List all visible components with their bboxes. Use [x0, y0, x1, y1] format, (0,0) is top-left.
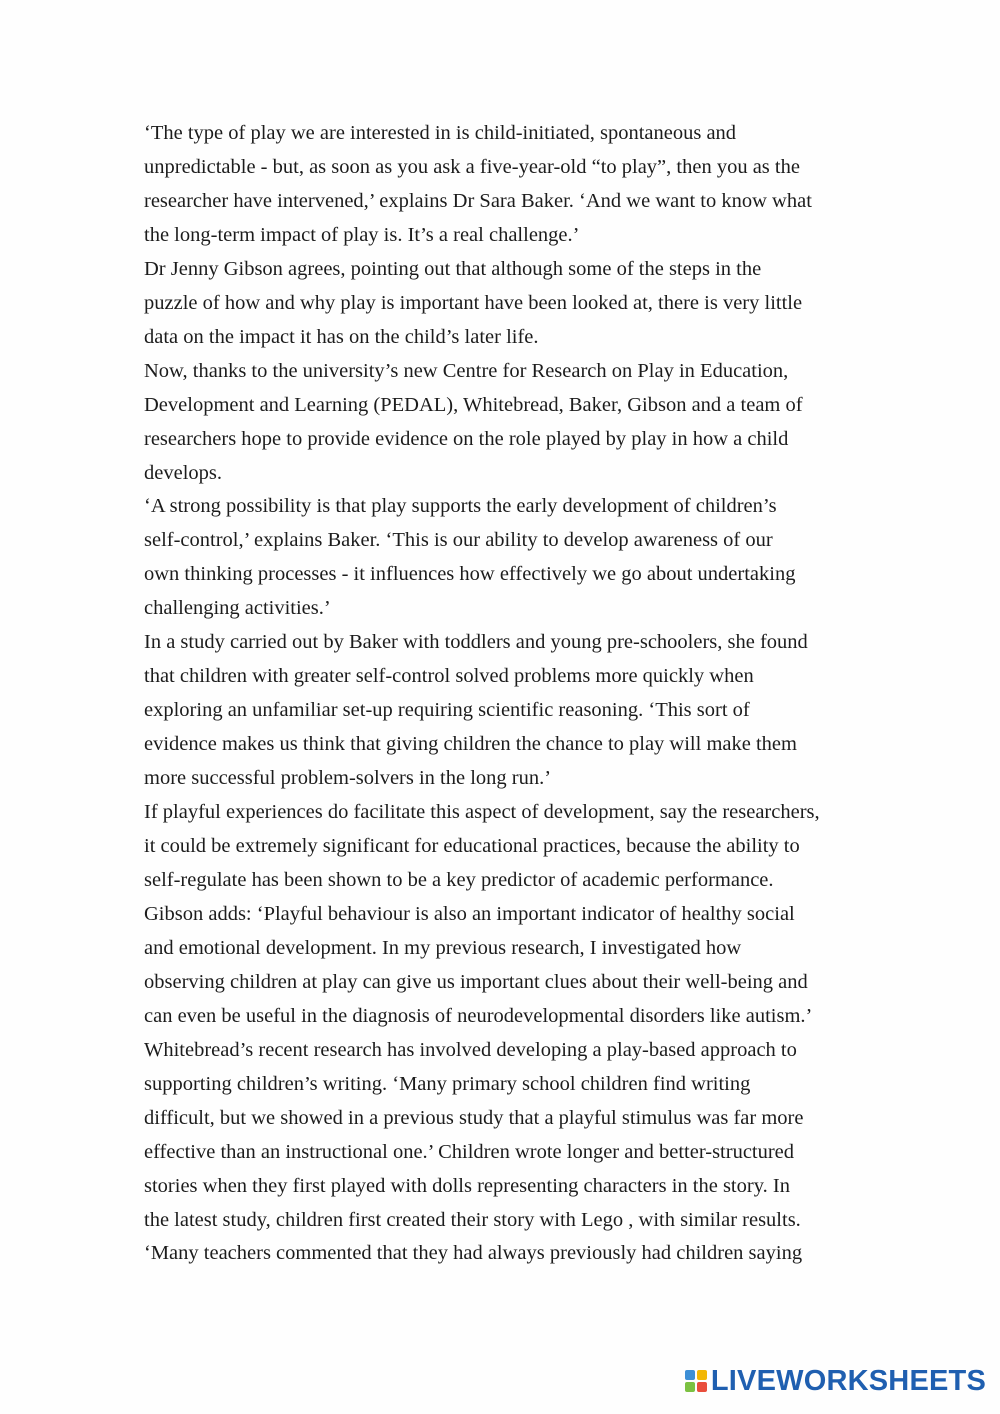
text-line: researchers hope to provide evidence on the role played by play in how a child — [144, 427, 789, 450]
text-line: puzzle of how and why play is important have been looked at, there is very little — [144, 291, 803, 314]
text-line: ‘Many teachers commented that they had always previously had children saying — [144, 1242, 803, 1265]
text-line: ‘A strong possibility is that play supports the early development of children’s — [144, 495, 777, 518]
text-line: own thinking processes - it influences how effectively we go about undertaking — [144, 563, 796, 586]
text-line: Dr Jenny Gibson agrees, pointing out that although some of the steps in the — [144, 257, 762, 280]
text-line: exploring an unfamiliar set-up requiring scientific reasoning. ‘This sort of — [144, 699, 750, 722]
text-line: ‘The type of play we are interested in is child-initiated, spontaneous and — [144, 122, 737, 144]
text-line: unpredictable - but, as soon as you ask a five-year-old “to play”, then you as the — [144, 155, 800, 178]
text-line: can even be useful in the diagnosis of neurodevelopmental disorders like autism.’ — [144, 1004, 813, 1027]
article-body — [144, 117, 874, 1271]
logo-square-icon — [697, 1382, 707, 1392]
text-line: Whitebread’s recent research has involved developing a play-based approach to — [144, 1038, 797, 1061]
text-line: effective than an instructional one.’ Children wrote longer and better-structured — [144, 1140, 795, 1163]
text-line: challenging activities.’ — [144, 597, 331, 620]
text-line: Now, thanks to the university’s new Centre for Research on Play in Education, — [144, 359, 789, 382]
text-line: the latest study, children first created their story with Lego , with similar results. — [144, 1208, 801, 1231]
text-line: data on the impact it has on the child’s later life. — [144, 325, 539, 348]
text-line: self-control,’ explains Baker. ‘This is our ability to develop awareness of our — [144, 529, 773, 552]
text-line: more successful problem-solvers in the long run.’ — [144, 767, 552, 790]
text-line: difficult, but we showed in a previous study that a playful stimulus was far more — [144, 1106, 804, 1129]
text-line: Gibson adds: ‘Playful behaviour is also an important indicator of healthy social — [144, 902, 795, 925]
text-line: develops. — [144, 461, 222, 484]
text-line: self-regulate has been shown to be a key predictor of academic performance. — [144, 868, 774, 891]
liveworksheets-logo-text: LIVEWORKSHEETS — [710, 1364, 986, 1397]
text-line: researcher have intervened,’ explains Dr Sara Baker. ‘And we want to know what — [144, 189, 812, 212]
text-line: If playful experiences do facilitate this aspect of development, say the researchers, — [144, 801, 820, 824]
liveworksheets-logo — [685, 1364, 986, 1398]
text-line: observing children at play can give us important clues about their well-being and — [144, 970, 808, 993]
text-line: that children with greater self-control solved problems more quickly when — [144, 665, 754, 688]
logo-square-icon — [697, 1370, 707, 1380]
text-line: the long-term impact of play is. It’s a real challenge.’ — [144, 223, 580, 246]
text-line: stories when they first played with dolls representing characters in the story. In — [144, 1174, 790, 1197]
text-line: supporting children’s writing. ‘Many primary school children find writing — [144, 1072, 751, 1095]
text-line: evidence makes us think that giving children the chance to play will make them — [144, 733, 797, 756]
text-line: and emotional development. In my previous research, I investigated how — [144, 936, 742, 959]
text-line: it could be extremely significant for educational practices, because the ability to — [144, 835, 800, 858]
text-line: In a study carried out by Baker with toddlers and young pre-schoolers, she found — [144, 631, 808, 654]
liveworksheets-logo-icon — [685, 1370, 707, 1392]
logo-square-icon — [685, 1382, 695, 1392]
text-line: Development and Learning (PEDAL), Whitebread, Baker, Gibson and a team of — [144, 393, 803, 416]
logo-square-icon — [685, 1370, 695, 1380]
